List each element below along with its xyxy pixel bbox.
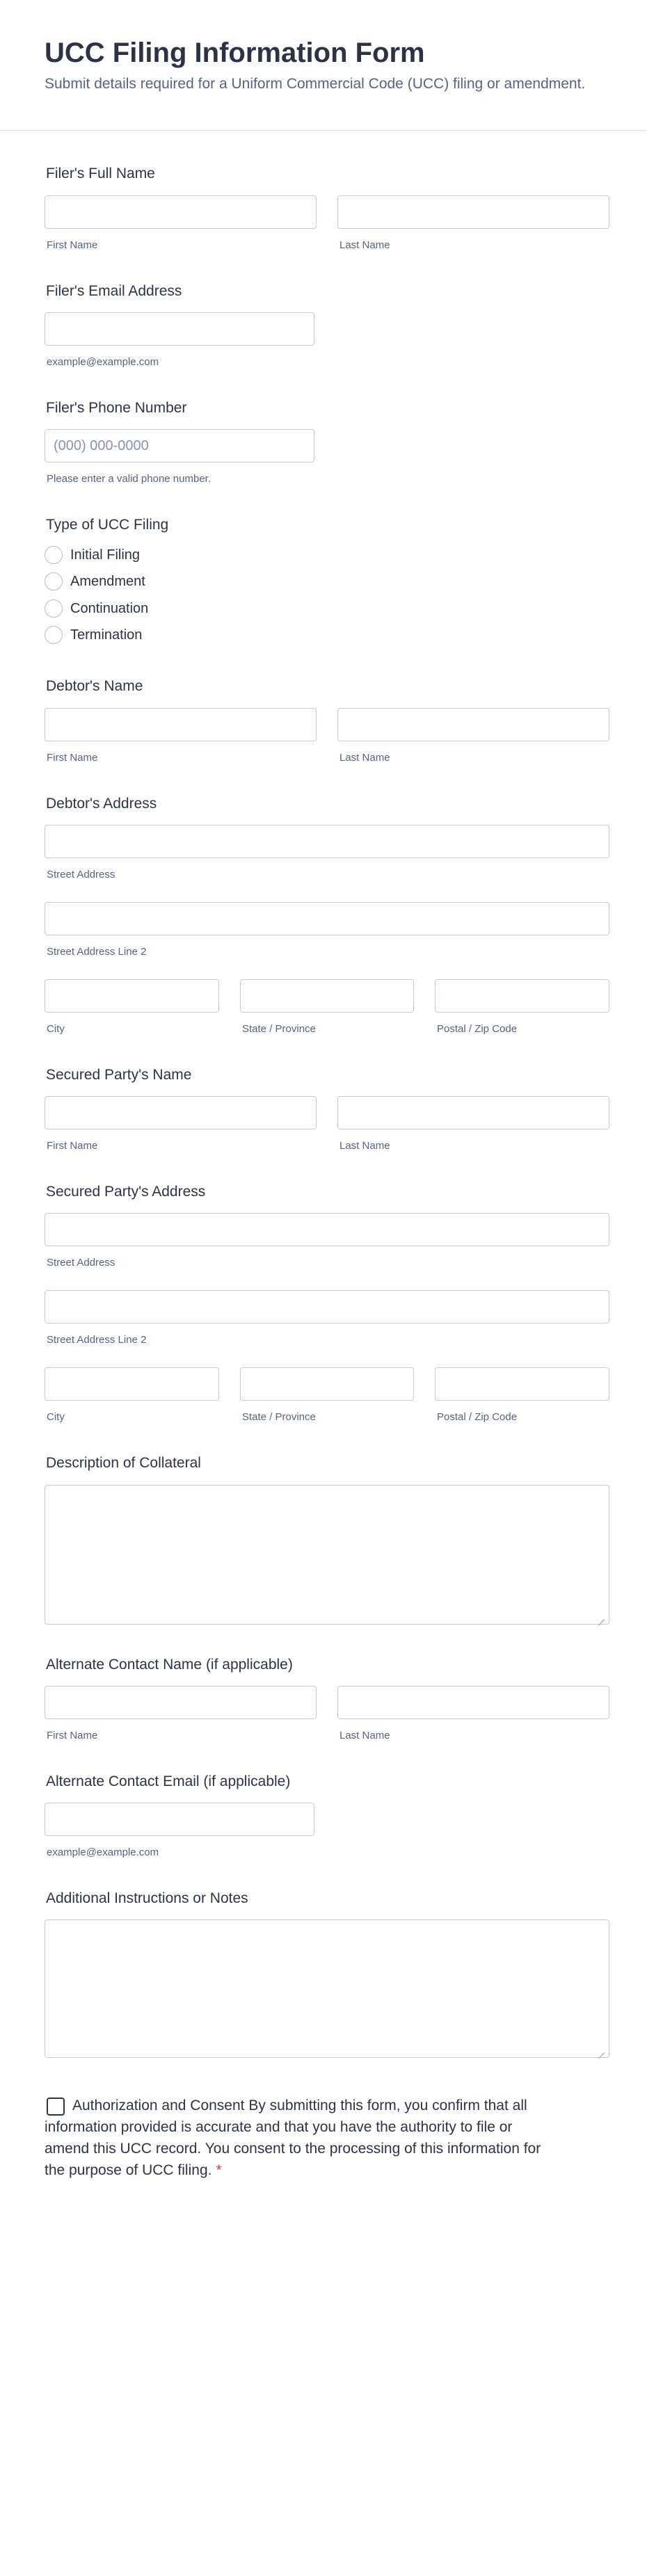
- radio-continuation[interactable]: [45, 599, 63, 618]
- debtor-first-name-sublabel: First Name: [47, 752, 98, 764]
- radio-amendment[interactable]: [45, 572, 63, 590]
- collateral-resize-handle[interactable]: [597, 1612, 605, 1620]
- filer-phone-input[interactable]: [45, 429, 314, 462]
- consent-label[interactable]: [45, 2095, 545, 2181]
- secured-city-input[interactable]: [45, 1367, 219, 1401]
- secured-street2-input[interactable]: [45, 1290, 609, 1323]
- debtor-street-sublabel: Street Address: [47, 869, 115, 880]
- debtor-first-name-input[interactable]: [45, 708, 317, 741]
- radio-initial-filing[interactable]: [45, 546, 63, 564]
- collateral-textarea[interactable]: [45, 1485, 609, 1625]
- alt-last-name-sublabel: Last Name: [340, 1730, 390, 1741]
- filer-phone-label: Filer's Phone Number: [46, 400, 187, 416]
- notes-textarea[interactable]: [45, 1919, 609, 2058]
- filer-first-name-sublabel: First Name: [47, 239, 98, 251]
- radio-label-amendment[interactable]: Amendment: [70, 574, 145, 589]
- debtor-last-name-input[interactable]: [337, 708, 609, 741]
- debtor-street2-sublabel: Street Address Line 2: [47, 946, 147, 958]
- filer-phone-sublabel: Please enter a valid phone number.: [47, 473, 211, 485]
- alt-email-label: Alternate Contact Email (if applicable): [46, 1773, 291, 1789]
- debtor-zip-sublabel: Postal / Zip Code: [437, 1023, 518, 1035]
- secured-city-sublabel: City: [47, 1411, 65, 1423]
- notes-label: Additional Instructions or Notes: [46, 1890, 248, 1906]
- secured-state-input[interactable]: [240, 1367, 414, 1401]
- alt-first-name-sublabel: First Name: [47, 1730, 98, 1741]
- secured-first-name-input[interactable]: [45, 1096, 317, 1129]
- filer-email-sublabel: example@example.com: [47, 356, 159, 368]
- page-title: UCC Filing Information Form: [45, 38, 425, 68]
- secured-last-name-sublabel: Last Name: [340, 1140, 390, 1152]
- debtor-address-label: Debtor's Address: [46, 796, 157, 812]
- debtor-name-label: Debtor's Name: [46, 678, 143, 694]
- filer-email-label: Filer's Email Address: [46, 283, 182, 299]
- page-subtitle: Submit details required for a Uniform Commercial Code (UCC) filing or amendment.: [45, 76, 586, 92]
- secured-first-name-sublabel: First Name: [47, 1140, 98, 1152]
- consent-text: Authorization and Consent By submitting this form, you confirm that all information provided is accurate and that you have the authority to file or amend this UCC record. You consent to the processing of this information for the purpose of UCC filing.: [45, 2098, 541, 2178]
- filer-first-name-input[interactable]: [45, 195, 317, 229]
- debtor-zip-input[interactable]: [435, 979, 609, 1013]
- filer-email-input[interactable]: [45, 312, 314, 346]
- form-header: [0, 0, 647, 131]
- radio-label-initial-filing[interactable]: Initial Filing: [70, 547, 141, 563]
- radio-label-continuation[interactable]: Continuation: [70, 601, 149, 616]
- debtor-last-name-sublabel: Last Name: [340, 752, 390, 764]
- filer-last-name-input[interactable]: [337, 195, 609, 229]
- secured-name-label: Secured Party's Name: [46, 1067, 192, 1083]
- debtor-city-input[interactable]: [45, 979, 219, 1013]
- alt-last-name-input[interactable]: [337, 1686, 609, 1719]
- radio-termination[interactable]: [45, 626, 63, 644]
- filing-type-label: Type of UCC Filing: [46, 517, 169, 533]
- alt-first-name-input[interactable]: [45, 1686, 317, 1719]
- filer-last-name-sublabel: Last Name: [340, 239, 390, 251]
- filer-name-label: Filer's Full Name: [46, 166, 155, 182]
- secured-address-label: Secured Party's Address: [46, 1184, 206, 1200]
- notes-resize-handle[interactable]: [597, 2045, 605, 2054]
- collateral-label: Description of Collateral: [46, 1455, 201, 1471]
- secured-last-name-input[interactable]: [337, 1096, 609, 1129]
- required-asterisk: *: [216, 2162, 222, 2178]
- alt-email-sublabel: example@example.com: [47, 1846, 159, 1858]
- debtor-state-input[interactable]: [240, 979, 414, 1013]
- secured-street2-sublabel: Street Address Line 2: [47, 1334, 147, 1346]
- secured-zip-sublabel: Postal / Zip Code: [437, 1411, 518, 1423]
- secured-zip-input[interactable]: [435, 1367, 609, 1401]
- secured-state-sublabel: State / Province: [242, 1411, 316, 1423]
- debtor-city-sublabel: City: [47, 1023, 65, 1035]
- alt-email-input[interactable]: [45, 1803, 314, 1836]
- secured-street-input[interactable]: [45, 1213, 609, 1246]
- debtor-street-input[interactable]: [45, 825, 609, 858]
- radio-label-termination[interactable]: Termination: [70, 627, 143, 643]
- debtor-state-sublabel: State / Province: [242, 1023, 316, 1035]
- secured-street-sublabel: Street Address: [47, 1257, 115, 1269]
- debtor-street2-input[interactable]: [45, 902, 609, 935]
- alt-name-label: Alternate Contact Name (if applicable): [46, 1657, 293, 1673]
